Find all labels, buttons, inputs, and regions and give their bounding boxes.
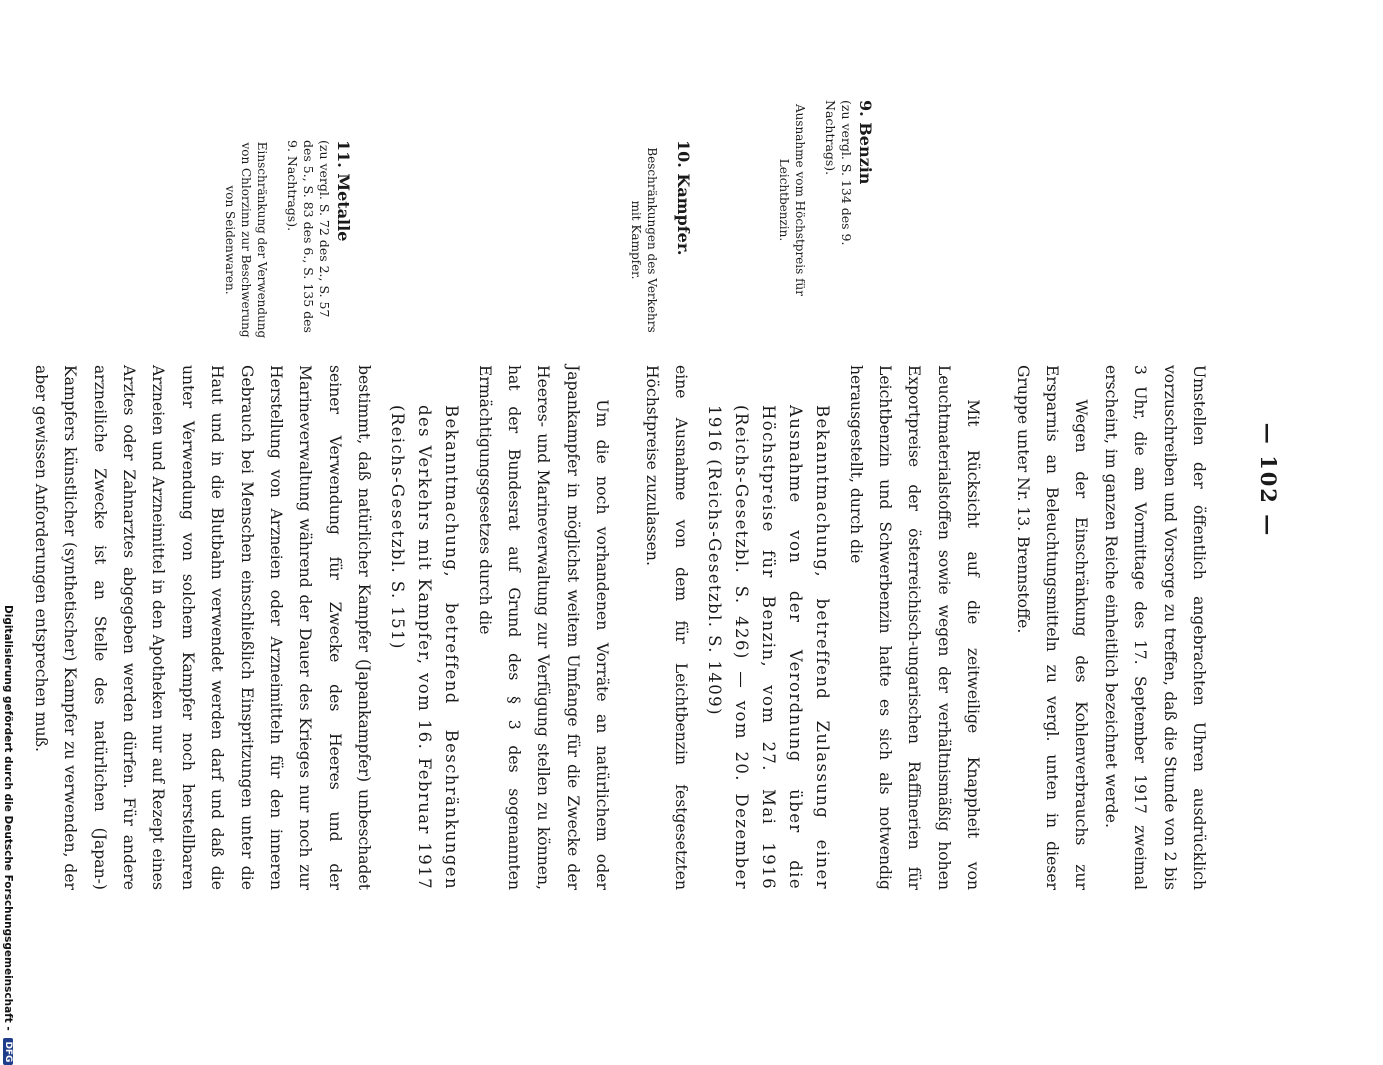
section-ref-metalle: (zu vergl. S. 72 des 2., S. 57 des 5., S. 83 des 6., S. 135 des 9. Nachtrags). (285, 140, 332, 333)
section-note-benzin: Ausnahme vom Höchstpreis für Leichtbenzin. (777, 103, 807, 296)
digitization-credit-text: Digitalisierung gefördert durch die Deutsche Forschungsgemeinschaft - (2, 605, 14, 1031)
paragraph: Um die noch vorhandenen Vorräte an natürlichem oder Japankampfer in möglichst weitem Umfange für die Zwecke der Heeres- und Marineverwaltung zur Verfügung stellen zu können, hat der Bundesrat auf Grund des § 3 des sogenannten Ermächtigungsgesetzes durch die (475, 365, 612, 890)
section-ref-benzin: (zu vergl. S. 134 des 9. Nachtrags). (823, 100, 854, 246)
paragraph: Umstellen der öffentlich angebrachten Uhren ausdrücklich vorzuschreiben und Vorsorge zu treffen, daß die Stunde von 2 bis 3 Uhr, die am Vormittage des 17. September 1917 zweimal erscheint, im ganzen Reiche einheitlich bezeichnet werde. (1101, 365, 1208, 890)
main-text (0, 365, 1213, 890)
paragraph: bestimmt, daß natürlicher Kampfer (Japankampfer) unbeschadet seiner Verwendung für Zwecke des Heeres und der Marineverwaltung während der Dauer des Krieges nur noch zur Herstellung von Arzneien oder Arzneimitteln für den inneren Gebrauch bei Menschen einschließlich Einspritzungen unter die Haut und in die Blutbahn verwendet werden darf und daß die unter Verwendung von solchem Kampfer noch herstellbaren Arzneien und Arzneimittel in den Apotheken nur auf Rezept eines Arztes oder Zahnarztes abgegeben werden dürfen. Für andere arzneiliche Zwecke ist an Stelle des natürlichen (Japan-) Kampfers künstlicher (synthetischer) Kampfer zu verwenden, der aber gewissen Anforderungen entsprechen muß. (31, 365, 374, 890)
rotated-page (31, 40, 1301, 920)
announcement-title: Bekanntmachung, betreffend Zulassung einer Ausnahme von der Verordnung über die Höchstpreise für Benzin, vom 27. Mai 1916 (Reichs-Gesetzbl. S. 426) — vom 20. Dezember 1916 (Reichs-Gesetzbl. S. 1409) (705, 405, 833, 890)
section-title-kampfer: 10. Kampfer. (674, 140, 693, 256)
dfg-logo: DFG (3, 1038, 13, 1065)
digitization-credit (2, 605, 14, 1063)
page-number: — 102 — (1256, 422, 1281, 538)
announcement-title: Bekanntmachung, betreffend Beschränkungen des Verkehrs mit Kampfer, vom 16. Februar 1917 (Reichs-Gesetzbl. S. 151) (388, 405, 462, 890)
section-heading-metalle (222, 140, 351, 340)
section-note-kampfer: Beschränkungen des Verkehrs mit Kampfer. (629, 147, 659, 333)
paragraph: Wegen der Einschränkung des Kohlenverbrauchs zur Ersparnis an Beleuchtungsmitteln zu vergl. unten in dieser Gruppe unter Nr. 13. Brennstoffe. (1013, 365, 1091, 890)
paragraph: eine Ausnahme von dem für Leichtbenzin festgesetzten Höchstpreise zuzulassen. (642, 365, 691, 890)
section-note-metalle: Einschränkung der Verwendung von Chlorzinn zur Beschwerung von Seidenwaren. (223, 141, 269, 339)
paragraph: Mit Rücksicht auf die zeitweilige Knappheit von Leuchtmaterialstoffen sowie wegen der verhältnismäßig hohen Exportpreise der österreichisch-ungarischen Raffinerien für Leichtbenzin und Schwerbenzin hatte es sich als notwendig herausgestellt, durch die (846, 365, 983, 890)
section-heading-kampfer (628, 140, 691, 340)
section-heading-benzin (776, 100, 873, 300)
section-title-benzin: 9. Benzin (856, 100, 875, 185)
section-title-metalle: 11. Metalle (334, 140, 353, 242)
